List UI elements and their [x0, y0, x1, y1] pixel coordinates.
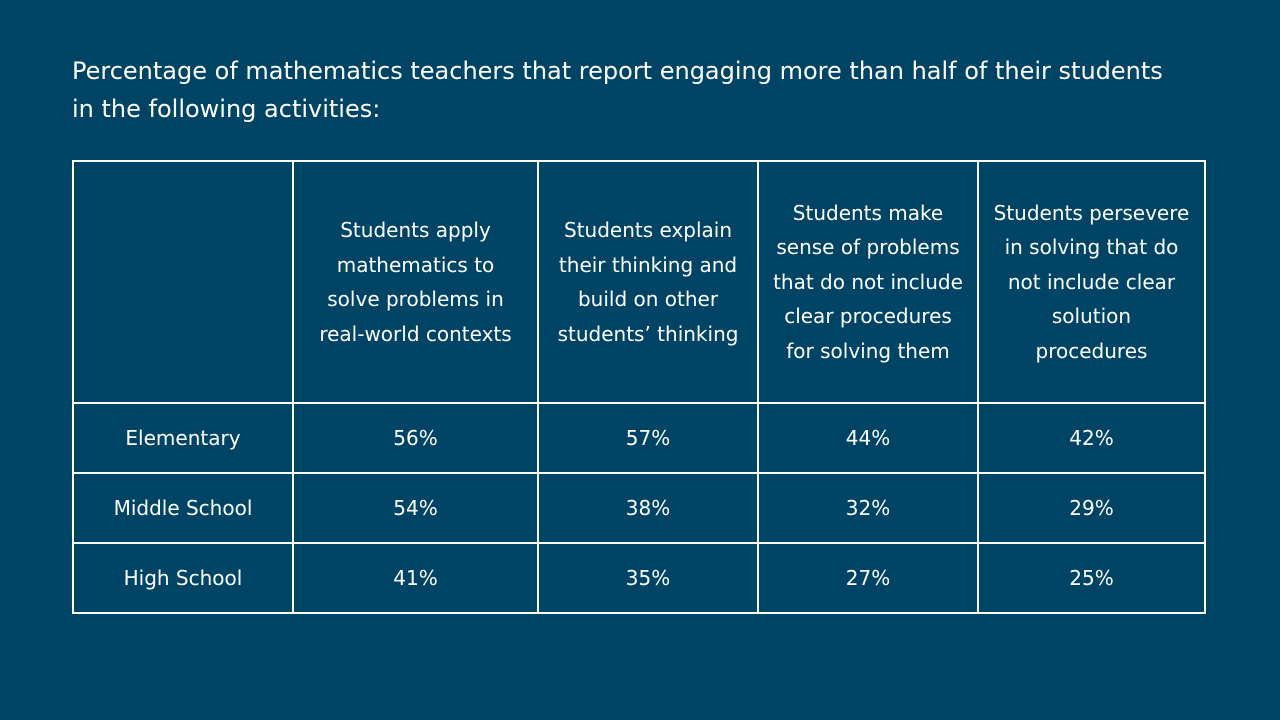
data-cell: 44% — [758, 403, 978, 473]
chart-title: Percentage of mathematics teachers that report engaging more than half of their students in the following activities: — [72, 57, 1163, 123]
data-cell: 38% — [538, 473, 758, 543]
data-table — [72, 160, 1206, 614]
data-cell: 32% — [758, 473, 978, 543]
header-cell-persevere: Students persevere in solving that do not include clear solution procedures — [978, 161, 1205, 403]
table-row — [73, 543, 1205, 613]
row-label-elementary: Elementary — [73, 403, 293, 473]
header-cell-make-sense: Students make sense of problems that do not include clear procedures for solving them — [758, 161, 978, 403]
data-cell: 56% — [293, 403, 538, 473]
table-row — [73, 403, 1205, 473]
header-row — [73, 161, 1205, 403]
row-label-high-school: High School — [73, 543, 293, 613]
data-cell: 41% — [293, 543, 538, 613]
data-cell: 54% — [293, 473, 538, 543]
data-cell: 27% — [758, 543, 978, 613]
data-cell: 25% — [978, 543, 1205, 613]
row-label-middle-school: Middle School — [73, 473, 293, 543]
table-row — [73, 473, 1205, 543]
header-cell-explain-thinking: Students explain their thinking and build on other students’ thinking — [538, 161, 758, 403]
header-cell-corner — [73, 161, 293, 403]
data-cell: 29% — [978, 473, 1205, 543]
data-cell: 42% — [978, 403, 1205, 473]
data-cell: 57% — [538, 403, 758, 473]
data-cell: 35% — [538, 543, 758, 613]
header-cell-apply-real-world: Students apply mathematics to solve problems in real-world contexts — [293, 161, 538, 403]
